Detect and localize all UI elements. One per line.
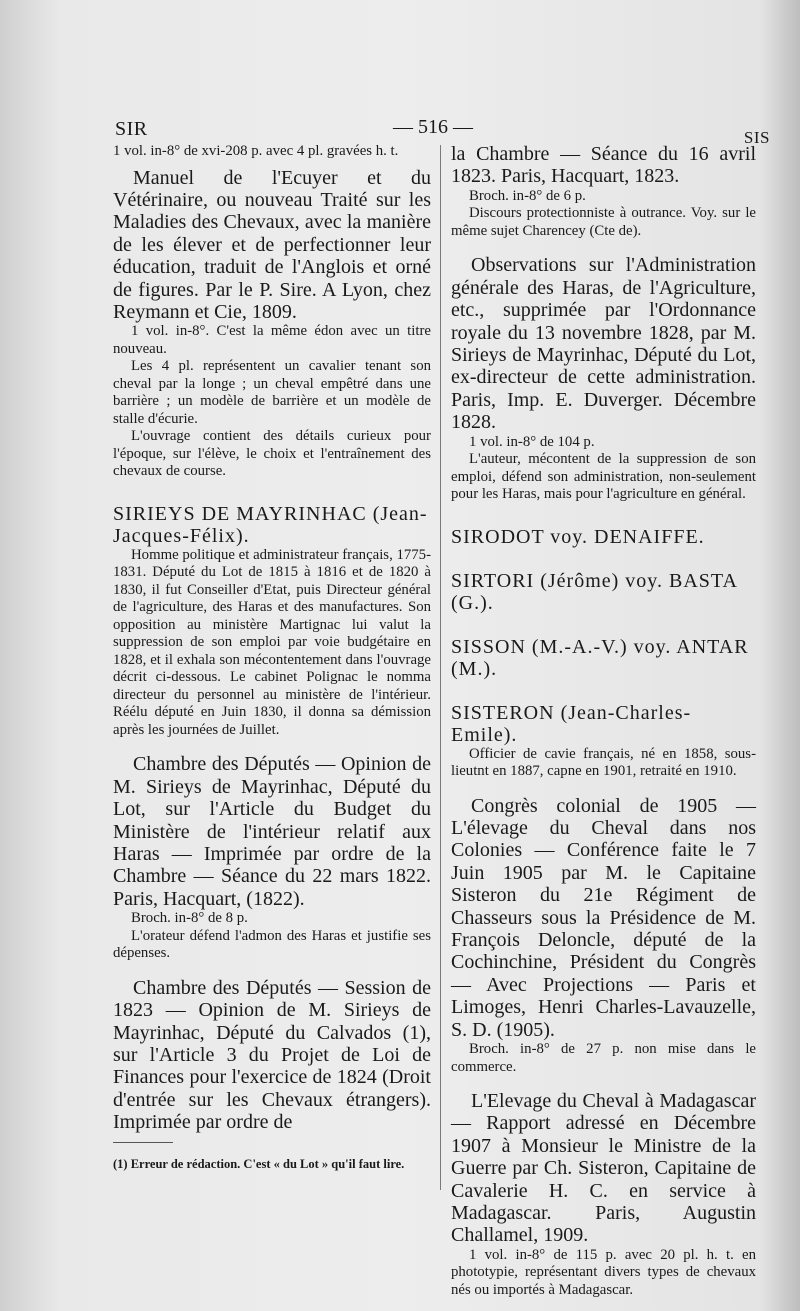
note-text: Discours protectionniste à outrance. Voy. sur le même sujet Charencey (Cte de). [451,205,756,239]
note-text: Broch. in-8° de 6 p. [469,187,586,204]
author-heading: SIRTORI (Jérôme) voy. BASTA (G.). [451,569,737,614]
book-title: Manuel de l'Ecuyer et du Vétérinaire, ou nouveau Traité sur les Maladies des Chevaux, avec la manière de les élever et de perfectionner leur éducation, traduit de l'Anglois et orné de figures. Par le P. Sire. A Lyon, chez Reymann et Cie, 1809. [113,166,431,323]
note-text: Les 4 pl. représentent un cavalier tenant son cheval par la longe ; un cheval empêtré dans une barrière ; un modèle de barrière et un modèle de stalle d'écurie. [113,358,431,427]
book-title-continued: la Chambre — Séance du 16 avril 1823. Paris, Hacquart, 1823. [451,143,756,188]
author-heading: SISSON (M.-A.-V.) voy. ANTAR (M.). [451,635,749,680]
book-title: Chambre des Députés — Opinion de M. Sirieys de Mayrinhac, Député du Lot, sur l'Article du Budget du Ministère de l'intérieur relatif aux Haras — Imprimée par ordre de la Chambre — Séance du 22 mars 1822. Paris, Hacquart, (1822). [113,753,431,910]
author-biography: Officier de cavie français, né en 1858, sous-lieutnt en 1887, capne en 1901, retraité en 1910. [451,745,756,780]
note-text: 1 vol. in-8° de 115 p. avec 20 pl. h. t. en phototypie, représentant divers types de chevaux nés ou importés à Madagascar. [451,1246,756,1298]
header-right-running-title: SIS [743,128,770,147]
author-biography: Homme politique et administrateur français, 1775-1831. Député du Lot de 1815 à 1816 et de 1820 à 1830, il fut Conseiller d'Etat, puis Directeur général de l'agriculture, des Haras et des manufactures. Son opposition au ministère Martignac lui valut la suppression de son emploi par voie budgétaire en 1828, et il exhala son mécontentement dans l'ouvrage décrit ci-dessous. Le cabinet Polignac le nomma directeur du personnel au ministère de l'intérieur. Réélu député en Juin 1830, il donna sa démission après les journées de Juillet. [113,546,431,738]
note-text: L'auteur, mécontent de la suppression de son emploi, défend son administration, non-seulement pour les Haras, mais pour l'agriculture en général. [451,451,756,503]
note-text: 1 vol. in-8° de xvi-208 p. avec 4 pl. gravées h. t. [113,143,399,159]
author-heading: SIRODOT voy. DENAIFFE. [451,525,705,548]
author-heading: SISTERON (Jean-Charles-Emile). [451,701,692,746]
note-text: 1 vol. in-8°. C'est la même édon avec un titre nouveau. [113,323,431,357]
book-title: Chambre des Députés — Session de 1823 — Opinion de M. Sirieys de Mayrinhac, Député du Calvados (1), sur l'Article 3 du Projet de Loi de Finances pour l'exercice de 1824 (Droit d'entrée sur les Chevaux étrangers). Imprimée par ordre de [113,976,431,1134]
page-number: — 516 — [393,116,473,138]
book-title: L'Elevage du Cheval à Madagascar — Rapport adressé en Décembre 1907 à Monsieur le Ministre de la Guerre par Ch. Sisteron, Capitaine de Cavalerie H. C. en service à Madagascar. Paris, Augustin Challamel, 1909. [451,1090,756,1247]
left-column [113,143,431,1172]
page-header [115,116,770,147]
author-heading: SIRIEYS DE MAYRINHAC (Jean-Jacques-Félix). [113,502,428,547]
book-title: Observations sur l'Administration générale des Haras, de l'Agriculture, etc., supprimée par l'Ordonnance royale du 13 novembre 1828, par M. Sirieys de Mayrinhac, Député du Lot, ex-directeur de cette administration. Paris, Imp. E. Duverger. Décembre 1828. [451,254,756,434]
note-text: Broch. in-8° de 8 p. [131,910,248,927]
footnote: (1) Erreur de rédaction. C'est « du Lot » qu'il faut lire. [113,1156,405,1171]
note-text: 1 vol. in-8° de 104 p. [469,433,595,450]
note-text: L'ouvrage contient des détails curieux pour l'époque, sur l'élève, le choix et l'entraînement des chevaux de course. [113,428,431,480]
footnote-rule [113,1142,173,1143]
note-text: L'orateur défend l'admon des Haras et justifie ses dépenses. [113,927,431,962]
note-text: Broch. in-8° de 27 p. non mise dans le commerce. [451,1041,756,1075]
column-divider [440,145,441,1190]
right-column [451,143,756,1299]
header-left-running-title: SIR [115,118,148,140]
book-title: Congrès colonial de 1905 — L'élevage du Cheval dans nos Colonies — Conférence faite le 7 Juin 1905 par M. le Capitaine Sisteron du 21e Régiment de Chasseurs sous la Présidence de M. François Deloncle, député de la Cochinchine, Président du Congrès — Avec Projections — Paris et Limoges, Henri Charles-Lavauzelle, S. D. (1905). [451,794,756,1041]
